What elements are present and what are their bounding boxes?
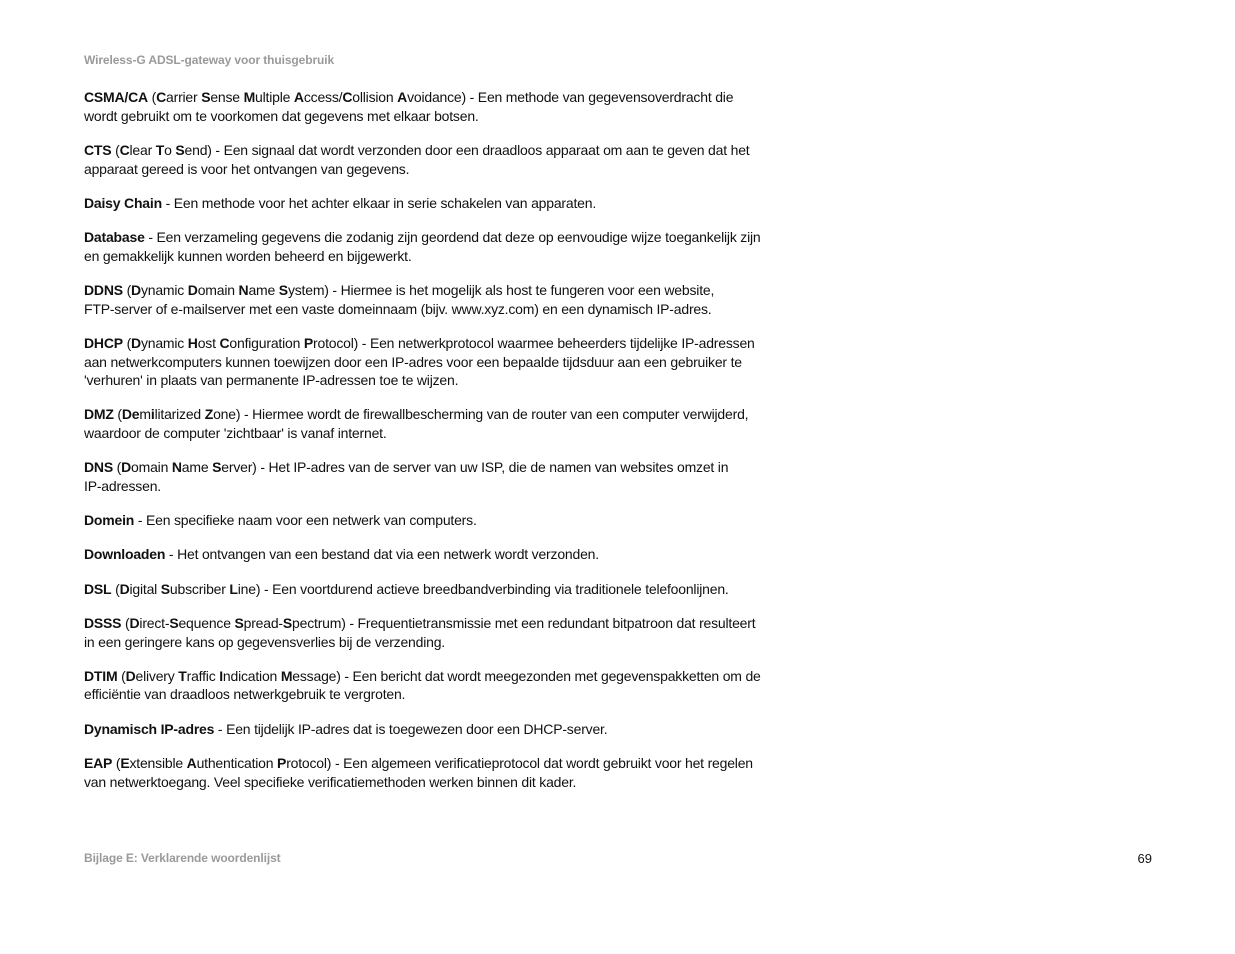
definition-text: arrier [166,89,202,105]
glossary-entry [84,545,764,564]
running-header: Wireless-G ADSL-gateway voor thuisgebruik [84,53,335,67]
term-bold-text: DHCP [84,334,123,351]
definition-text: ollision [352,89,398,105]
definition-text: pread- [243,614,283,631]
definition-text: IP-adressen. [84,478,161,495]
term-bold-text: S [169,614,179,631]
definition-text: rotocol) - Een algemeen verificatieprotocol dat wordt gebruikt voor het regelen van netwerktoegang. Veel specifieke verificatiemethoden werken binnen dit kader. [84,754,753,790]
term-bold-text: C [342,89,353,105]
term-bold-text: A [186,754,197,771]
glossary-entry [84,141,764,178]
term-bold-text: P [303,334,314,351]
definition-text: ultiple [255,89,294,105]
definition-text: essage) - Een bericht dat wordt meegezonden met gegevenspakketten om de efficiëntie van draadloos netwerkgebruik te vergroten. [84,667,761,703]
term-bold-text: M [243,89,256,105]
definition-text: FTP-server of e-mailserver met een vaste domeinnaam (bijv. www.xyz.com) en een dynamisch IP-adres. [84,300,712,317]
term-bold-text: N [171,459,182,476]
definition-text: ynamic [140,281,188,298]
term-bold-text: C [219,334,230,351]
term-bold-text: S [212,459,222,476]
definition-text: - Een tijdelijk IP-adres dat is toegewezen door een DHCP-server. [214,720,608,737]
definition-text: onfiguration [229,334,304,351]
term-bold-text: I [219,667,223,684]
definition-text: pectrum) - Frequentietransmissie met een redundant bitpatroon dat resulteert in een geringere kans op gegevensverlies bij de verzending. [84,614,756,650]
term-bold-text: S [278,281,288,298]
definition-text: voidance) - Een methode van gegevensoverdracht die wordt gebruikt om te voorkomen dat gegevens met elkaar botsen. [84,89,734,124]
term-bold-text: De [121,406,140,423]
definition-text: one) - Hiermee wordt de firewallbescherming van de router van een computer verwijderd, waardoor de computer 'zichtbaar' is vanaf internet. [84,406,749,442]
term-bold-text: T [155,141,165,158]
definition-text: rotocol) - Een netwerkprotocol waarmee beheerders tijdelijke IP-adressen aan netwerkcomputers kunnen toewijzen door een IP-adres voor een bepaalde tijdsduur aan een gebruiker te 'verhuren' in plaats van permanente IP-adressen toe te wijzen. [84,334,755,389]
definition-text: ( [117,667,126,684]
definition-text: - Het ontvangen van een bestand dat via een netwerk wordt verzonden. [165,546,599,563]
glossary-entry [84,334,764,390]
term-bold-text: DDNS [84,281,123,298]
definition-text: ndication [222,667,281,684]
glossary-entry [84,614,764,651]
term-bold-text: CSMA/CA [84,89,148,105]
term-bold-text: CTS [84,141,112,158]
definition-text: erver) - Het IP-adres van de server van uw ISP, die de namen van websites omzet in [221,459,729,476]
definition-text: o [164,141,176,158]
term-bold-text: C [119,141,130,158]
term-bold-text: S [175,141,185,158]
definition-text: ynamic [140,334,188,351]
glossary-entry [84,194,764,213]
definition-text: - Een verzameling gegevens die zodanig zijn geordend dat deze op eenvoudige wijze toegankelijk zijn en gemakkelijk kunnen worden beheerd en bijgewerkt. [84,229,761,264]
definition-text: ame [248,281,279,298]
definition-text: - Een methode voor het achter elkaar in serie schakelen van apparaten. [161,194,597,211]
term-bold-text: A [397,89,408,105]
definition-text: litarized [154,406,205,423]
term-bold-text: EAP [84,754,113,771]
definition-text: ( [112,459,122,476]
glossary-entry [84,281,764,318]
glossary-list [84,88,764,807]
term-bold-text: DTIM [84,667,118,684]
term-bold-text: C [156,89,167,105]
definition-text: igital [129,580,161,597]
definition-text: xtensible [129,754,187,771]
glossary-entry [84,667,764,704]
definition-text: ( [112,754,121,771]
term-bold-text: S [282,614,293,631]
term-bold-text: H [187,334,198,351]
definition-text: ( [122,281,132,298]
definition-text: ( [111,580,120,597]
term-bold-text: P [277,754,287,771]
term-bold-text: Z [204,406,214,423]
term-bold-text: Domein [84,512,135,529]
page-number: 69 [1137,851,1152,866]
definition-text: omain [131,459,172,476]
term-bold-text: Database [84,229,145,246]
term-bold-text: D [187,281,198,298]
glossary-entry [84,754,764,791]
term-bold-text: D [131,281,141,298]
definition-text: ( [122,334,132,351]
definition-text: ( [121,614,130,631]
glossary-entry [84,580,764,599]
definition-text: ( [113,406,122,423]
definition-text: raffic [186,667,220,684]
term-bold-text: Dynamisch IP-adres [84,720,215,737]
glossary-entry [84,458,764,495]
definition-text: ine) - Een voortdurend actieve breedbandverbinding via traditionele telefoonlijnen. [237,580,729,597]
definition-text: irect- [139,614,170,631]
term-bold-text: D [121,459,132,476]
definition-text: ystem) - Hiermee is het mogelijk als host te fungeren voor een website, [287,281,715,298]
term-bold-text: T [178,667,187,684]
glossary-entry [84,88,764,125]
glossary-entry [84,228,764,265]
footer-section-title: Bijlage E: Verklarende woordenlijst [84,851,281,865]
term-bold-text: S [201,89,211,105]
definition-text: omain [197,281,239,298]
term-bold-text: D [131,334,141,351]
definition-text: m [139,406,151,423]
glossary-entry [84,405,764,442]
term-bold-text: E [120,754,130,771]
term-bold-text: DMZ [84,406,114,423]
term-bold-text: D [119,580,130,597]
term-bold-text: N [238,281,249,298]
definition-text: ubscriber [169,580,230,597]
term-bold-text: M [280,667,293,684]
term-bold-text: DSSS [84,614,122,631]
definition-text: elivery [135,667,179,684]
term-bold-text: L [229,580,238,597]
definition-text: ( [111,141,120,158]
term-bold-text: Downloaden [84,546,166,563]
definition-text: uthentication [196,754,278,771]
term-bold-text: DSL [84,580,112,597]
definition-text: ost [197,334,220,351]
definition-text: equence [178,614,235,631]
definition-text: ccess/ [303,89,343,105]
term-bold-text: S [160,580,170,597]
glossary-entry [84,511,764,530]
definition-text: - Een specifieke naam voor een netwerk van computers. [134,512,477,529]
definition-text: lear [129,141,156,158]
definition-text: ame [181,459,213,476]
term-bold-text: i [150,406,155,423]
term-bold-text: DNS [84,459,113,476]
definition-text: ense [210,89,244,105]
term-bold-text: A [293,89,304,105]
term-bold-text: D [129,614,140,631]
term-bold-text: Daisy Chain [84,194,162,211]
definition-text: ( [147,89,157,105]
definition-text: end) - Een signaal dat wordt verzonden door een draadloos apparaat om aan te geven dat het apparaat gereed is voor het ontvangen van gegevens. [84,141,750,177]
term-bold-text: D [125,667,136,684]
term-bold-text: S [234,614,244,631]
glossary-entry [84,720,764,739]
